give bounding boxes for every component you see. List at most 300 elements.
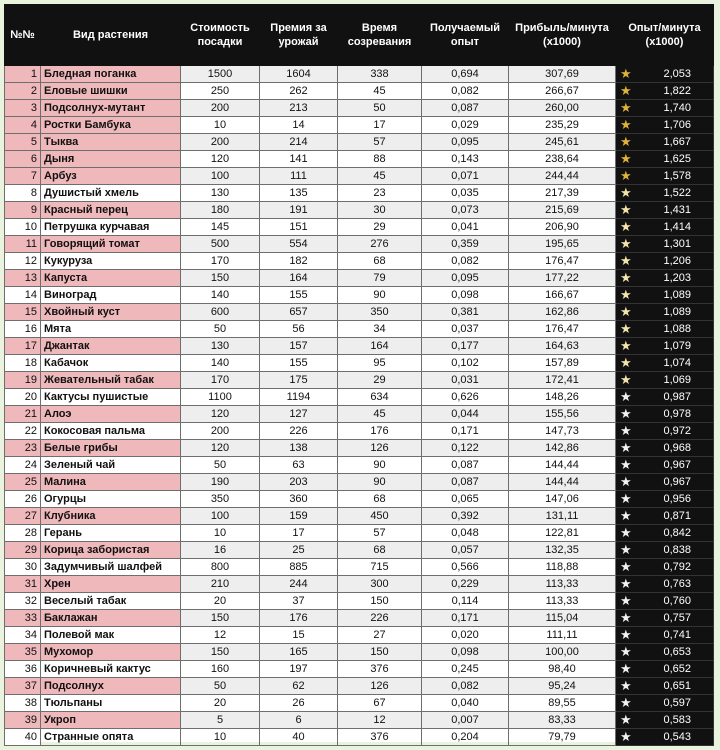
profit-cell: 245,61 [509, 134, 616, 151]
grow-time-cell: 176 [338, 423, 422, 440]
reward-cell: 127 [260, 406, 338, 423]
plant-name: Бледная поганка [41, 66, 181, 83]
reward-cell: 214 [260, 134, 338, 151]
experience-cell: 0,114 [422, 593, 509, 610]
xp-per-minute-cell [616, 117, 714, 134]
profit-cell: 195,65 [509, 236, 616, 253]
plant-name: Белые грибы [41, 440, 181, 457]
row-number: 10 [5, 219, 41, 236]
table-row [5, 695, 714, 712]
cost-cell: 170 [181, 372, 260, 389]
plant-name: Джантак [41, 338, 181, 355]
xp-value: 0,583 [663, 714, 691, 726]
grow-time-cell: 226 [338, 610, 422, 627]
reward-cell: 159 [260, 508, 338, 525]
profit-cell: 144,44 [509, 474, 616, 491]
reward-cell: 203 [260, 474, 338, 491]
profit-cell: 260,00 [509, 100, 616, 117]
star-icon: ★ [620, 83, 632, 98]
table-row [5, 576, 714, 593]
reward-cell: 175 [260, 372, 338, 389]
profit-cell: 244,44 [509, 168, 616, 185]
profit-cell: 113,33 [509, 593, 616, 610]
table-row [5, 712, 714, 729]
experience-cell: 0,229 [422, 576, 509, 593]
xp-value: 1,822 [663, 85, 691, 97]
reward-cell: 63 [260, 457, 338, 474]
xp-per-minute-cell [616, 678, 714, 695]
experience-cell: 0,122 [422, 440, 509, 457]
cost-cell: 120 [181, 151, 260, 168]
table-row [5, 423, 714, 440]
cost-cell: 130 [181, 185, 260, 202]
xp-per-minute-cell [616, 355, 714, 372]
xp-per-minute-cell [616, 457, 714, 474]
experience-cell: 0,073 [422, 202, 509, 219]
xp-per-minute-cell [616, 559, 714, 576]
profit-cell: 148,26 [509, 389, 616, 406]
reward-cell: 244 [260, 576, 338, 593]
table-row [5, 151, 714, 168]
plant-name: Задумчивый шалфей [41, 559, 181, 576]
cost-cell: 800 [181, 559, 260, 576]
reward-cell: 135 [260, 185, 338, 202]
xp-per-minute-cell [616, 202, 714, 219]
star-icon: ★ [620, 559, 632, 574]
star-icon: ★ [620, 168, 632, 183]
row-number: 33 [5, 610, 41, 627]
star-icon: ★ [620, 627, 632, 642]
cost-cell: 100 [181, 508, 260, 525]
xp-per-minute-cell [616, 712, 714, 729]
xp-per-minute-cell [616, 491, 714, 508]
xp-per-minute-cell [616, 151, 714, 168]
star-icon: ★ [620, 406, 632, 421]
experience-cell: 0,143 [422, 151, 509, 168]
cost-cell: 350 [181, 491, 260, 508]
star-icon: ★ [620, 440, 632, 455]
grow-time-cell: 45 [338, 406, 422, 423]
row-number: 32 [5, 593, 41, 610]
plant-name: Хвойный куст [41, 304, 181, 321]
cost-cell: 150 [181, 644, 260, 661]
plant-name: Баклажан [41, 610, 181, 627]
grow-time-cell: 90 [338, 457, 422, 474]
experience-cell: 0,087 [422, 474, 509, 491]
profit-cell: 147,73 [509, 423, 616, 440]
star-icon: ★ [620, 576, 632, 591]
experience-cell: 0,007 [422, 712, 509, 729]
grow-time-cell: 276 [338, 236, 422, 253]
grow-time-cell: 79 [338, 270, 422, 287]
plant-name: Веселый табак [41, 593, 181, 610]
xp-value: 0,760 [663, 595, 691, 607]
table-row [5, 508, 714, 525]
grow-time-cell: 67 [338, 695, 422, 712]
xp-value: 0,653 [663, 646, 691, 658]
reward-cell: 164 [260, 270, 338, 287]
table-row [5, 661, 714, 678]
cost-cell: 1500 [181, 66, 260, 83]
profit-cell: 111,11 [509, 627, 616, 644]
table-row [5, 117, 714, 134]
profit-cell: 132,35 [509, 542, 616, 559]
xp-value: 0,741 [663, 629, 691, 641]
star-icon: ★ [620, 678, 632, 693]
xp-value: 0,838 [663, 544, 691, 556]
star-icon: ★ [620, 355, 632, 370]
reward-cell: 138 [260, 440, 338, 457]
experience-cell: 0,359 [422, 236, 509, 253]
grow-time-cell: 57 [338, 525, 422, 542]
xp-value: 0,842 [663, 527, 691, 539]
xp-value: 1,206 [663, 255, 691, 267]
plant-name: Виноград [41, 287, 181, 304]
row-number: 30 [5, 559, 41, 576]
cost-cell: 500 [181, 236, 260, 253]
xp-per-minute-cell [616, 525, 714, 542]
reward-cell: 56 [260, 321, 338, 338]
cost-cell: 145 [181, 219, 260, 236]
experience-cell: 0,171 [422, 610, 509, 627]
row-number: 12 [5, 253, 41, 270]
table-row [5, 66, 714, 83]
profit-cell: 176,47 [509, 321, 616, 338]
table-row [5, 236, 714, 253]
profit-cell: 79,79 [509, 729, 616, 746]
plant-name: Мухомор [41, 644, 181, 661]
row-number: 37 [5, 678, 41, 695]
header-grow-time: Время созревания [338, 5, 422, 66]
plant-name: Корица забористая [41, 542, 181, 559]
experience-cell: 0,031 [422, 372, 509, 389]
row-number: 18 [5, 355, 41, 372]
experience-cell: 0,029 [422, 117, 509, 134]
xp-per-minute-cell [616, 287, 714, 304]
experience-cell: 0,098 [422, 287, 509, 304]
table-row [5, 593, 714, 610]
xp-value: 1,088 [663, 323, 691, 335]
row-number: 27 [5, 508, 41, 525]
grow-time-cell: 450 [338, 508, 422, 525]
experience-cell: 0,095 [422, 134, 509, 151]
star-icon: ★ [620, 202, 632, 217]
experience-cell: 0,177 [422, 338, 509, 355]
xp-value: 1,089 [663, 306, 691, 318]
experience-cell: 0,041 [422, 219, 509, 236]
cost-cell: 120 [181, 440, 260, 457]
table-row [5, 610, 714, 627]
row-number: 7 [5, 168, 41, 185]
grow-time-cell: 29 [338, 372, 422, 389]
row-number: 16 [5, 321, 41, 338]
star-icon: ★ [620, 542, 632, 557]
xp-per-minute-cell [616, 729, 714, 746]
grow-time-cell: 300 [338, 576, 422, 593]
star-icon: ★ [620, 525, 632, 540]
experience-cell: 0,171 [422, 423, 509, 440]
xp-value: 1,414 [663, 221, 691, 233]
plant-name: Странные опята [41, 729, 181, 746]
experience-cell: 0,020 [422, 627, 509, 644]
reward-cell: 17 [260, 525, 338, 542]
star-icon: ★ [620, 610, 632, 625]
plant-name: Зеленый чай [41, 457, 181, 474]
reward-cell: 226 [260, 423, 338, 440]
grow-time-cell: 90 [338, 474, 422, 491]
profit-cell: 266,67 [509, 83, 616, 100]
experience-cell: 0,057 [422, 542, 509, 559]
profit-cell: 155,56 [509, 406, 616, 423]
plant-name: Жевательный табак [41, 372, 181, 389]
table-row [5, 627, 714, 644]
reward-cell: 360 [260, 491, 338, 508]
plant-name: Подсолнух [41, 678, 181, 695]
star-icon: ★ [620, 593, 632, 608]
row-number: 21 [5, 406, 41, 423]
xp-per-minute-cell [616, 576, 714, 593]
experience-cell: 0,087 [422, 100, 509, 117]
xp-per-minute-cell [616, 389, 714, 406]
table-row [5, 491, 714, 508]
header-row [5, 5, 714, 66]
grow-time-cell: 634 [338, 389, 422, 406]
experience-cell: 0,087 [422, 457, 509, 474]
experience-cell: 0,035 [422, 185, 509, 202]
star-icon: ★ [620, 712, 632, 727]
cost-cell: 50 [181, 678, 260, 695]
row-number: 9 [5, 202, 41, 219]
table-row [5, 678, 714, 695]
grow-time-cell: 45 [338, 168, 422, 185]
table-row [5, 321, 714, 338]
row-number: 26 [5, 491, 41, 508]
profit-cell: 166,67 [509, 287, 616, 304]
row-number: 11 [5, 236, 41, 253]
xp-per-minute-cell [616, 270, 714, 287]
xp-per-minute-cell [616, 627, 714, 644]
cost-cell: 210 [181, 576, 260, 593]
plant-name: Ростки Бамбука [41, 117, 181, 134]
cost-cell: 190 [181, 474, 260, 491]
table-row [5, 440, 714, 457]
experience-cell: 0,048 [422, 525, 509, 542]
star-icon: ★ [620, 474, 632, 489]
reward-cell: 182 [260, 253, 338, 270]
reward-cell: 165 [260, 644, 338, 661]
plant-name: Полевой мак [41, 627, 181, 644]
xp-per-minute-cell [616, 644, 714, 661]
reward-cell: 1604 [260, 66, 338, 83]
star-icon: ★ [620, 253, 632, 268]
grow-time-cell: 17 [338, 117, 422, 134]
plant-name: Герань [41, 525, 181, 542]
xp-per-minute-cell [616, 134, 714, 151]
table-row [5, 525, 714, 542]
star-icon: ★ [620, 100, 632, 115]
experience-cell: 0,095 [422, 270, 509, 287]
xp-per-minute-cell [616, 372, 714, 389]
reward-cell: 15 [260, 627, 338, 644]
plant-name: Душистый хмель [41, 185, 181, 202]
cost-cell: 200 [181, 134, 260, 151]
cost-cell: 20 [181, 695, 260, 712]
grow-time-cell: 68 [338, 253, 422, 270]
xp-per-minute-cell [616, 423, 714, 440]
profit-cell: 206,90 [509, 219, 616, 236]
table-row [5, 542, 714, 559]
table-header [5, 5, 714, 66]
xp-per-minute-cell [616, 661, 714, 678]
grow-time-cell: 715 [338, 559, 422, 576]
cost-cell: 180 [181, 202, 260, 219]
table-row [5, 202, 714, 219]
table-row [5, 185, 714, 202]
plant-name: Красный перец [41, 202, 181, 219]
plant-name: Мята [41, 321, 181, 338]
cost-cell: 120 [181, 406, 260, 423]
xp-per-minute-cell [616, 304, 714, 321]
row-number: 29 [5, 542, 41, 559]
star-icon: ★ [620, 151, 632, 166]
xp-value: 0,978 [663, 408, 691, 420]
reward-cell: 191 [260, 202, 338, 219]
grow-time-cell: 350 [338, 304, 422, 321]
profit-cell: 217,39 [509, 185, 616, 202]
row-number: 20 [5, 389, 41, 406]
profit-cell: 238,64 [509, 151, 616, 168]
profit-cell: 118,88 [509, 559, 616, 576]
row-number: 34 [5, 627, 41, 644]
profit-cell: 157,89 [509, 355, 616, 372]
grow-time-cell: 95 [338, 355, 422, 372]
profit-cell: 147,06 [509, 491, 616, 508]
experience-cell: 0,037 [422, 321, 509, 338]
profit-cell: 95,24 [509, 678, 616, 695]
experience-cell: 0,071 [422, 168, 509, 185]
table-row [5, 287, 714, 304]
row-number: 1 [5, 66, 41, 83]
xp-value: 0,956 [663, 493, 691, 505]
plant-name: Кукуруза [41, 253, 181, 270]
xp-value: 1,079 [663, 340, 691, 352]
cost-cell: 150 [181, 270, 260, 287]
xp-value: 1,667 [663, 136, 691, 148]
star-icon: ★ [620, 508, 632, 523]
cost-cell: 16 [181, 542, 260, 559]
plant-name: Подсолнух-мутант [41, 100, 181, 117]
reward-cell: 6 [260, 712, 338, 729]
reward-cell: 26 [260, 695, 338, 712]
cost-cell: 140 [181, 287, 260, 304]
header-experience: Получаемый опыт [422, 5, 509, 66]
table-row [5, 559, 714, 576]
xp-value: 1,203 [663, 272, 691, 284]
reward-cell: 37 [260, 593, 338, 610]
plant-name: Капуста [41, 270, 181, 287]
row-number: 24 [5, 457, 41, 474]
xp-value: 0,652 [663, 663, 691, 675]
table-row [5, 168, 714, 185]
plant-name: Петрушка курчавая [41, 219, 181, 236]
star-icon: ★ [620, 661, 632, 676]
grow-time-cell: 12 [338, 712, 422, 729]
reward-cell: 1194 [260, 389, 338, 406]
row-number: 23 [5, 440, 41, 457]
xp-value: 0,763 [663, 578, 691, 590]
table-row [5, 83, 714, 100]
grow-time-cell: 30 [338, 202, 422, 219]
experience-cell: 0,082 [422, 678, 509, 695]
row-number: 28 [5, 525, 41, 542]
grow-time-cell: 376 [338, 661, 422, 678]
grow-time-cell: 376 [338, 729, 422, 746]
table-row [5, 134, 714, 151]
header-xp-per-minute: Опыт/минута (x1000) [616, 5, 714, 66]
xp-value: 0,543 [663, 731, 691, 743]
xp-value: 0,968 [663, 442, 691, 454]
star-icon: ★ [620, 304, 632, 319]
cost-cell: 100 [181, 168, 260, 185]
experience-cell: 0,102 [422, 355, 509, 372]
star-icon: ★ [620, 66, 632, 81]
xp-per-minute-cell [616, 83, 714, 100]
xp-per-minute-cell [616, 542, 714, 559]
xp-per-minute-cell [616, 406, 714, 423]
plant-name: Тыква [41, 134, 181, 151]
reward-cell: 262 [260, 83, 338, 100]
cost-cell: 1100 [181, 389, 260, 406]
xp-value: 1,740 [663, 102, 691, 114]
xp-value: 1,706 [663, 119, 691, 131]
grow-time-cell: 126 [338, 678, 422, 695]
star-icon: ★ [620, 236, 632, 251]
table-row [5, 389, 714, 406]
profit-cell: 164,63 [509, 338, 616, 355]
profit-cell: 113,33 [509, 576, 616, 593]
plant-name: Кактусы пушистые [41, 389, 181, 406]
reward-cell: 885 [260, 559, 338, 576]
xp-value: 1,089 [663, 289, 691, 301]
profit-cell: 89,55 [509, 695, 616, 712]
reward-cell: 197 [260, 661, 338, 678]
star-icon: ★ [620, 423, 632, 438]
profit-cell: 100,00 [509, 644, 616, 661]
xp-value: 1,578 [663, 170, 691, 182]
star-icon: ★ [620, 389, 632, 404]
experience-cell: 0,626 [422, 389, 509, 406]
plant-name: Алоэ [41, 406, 181, 423]
cost-cell: 50 [181, 321, 260, 338]
star-icon: ★ [620, 457, 632, 472]
reward-cell: 155 [260, 287, 338, 304]
grow-time-cell: 150 [338, 593, 422, 610]
grow-time-cell: 150 [338, 644, 422, 661]
xp-per-minute-cell [616, 168, 714, 185]
cost-cell: 150 [181, 610, 260, 627]
profit-cell: 144,44 [509, 457, 616, 474]
experience-cell: 0,082 [422, 253, 509, 270]
grow-time-cell: 68 [338, 491, 422, 508]
profit-cell: 177,22 [509, 270, 616, 287]
experience-cell: 0,082 [422, 83, 509, 100]
profit-cell: 98,40 [509, 661, 616, 678]
star-icon: ★ [620, 695, 632, 710]
table-row [5, 474, 714, 491]
cost-cell: 200 [181, 100, 260, 117]
header-profit-per-minute: Прибыль/минута (x1000) [509, 5, 616, 66]
star-icon: ★ [620, 185, 632, 200]
